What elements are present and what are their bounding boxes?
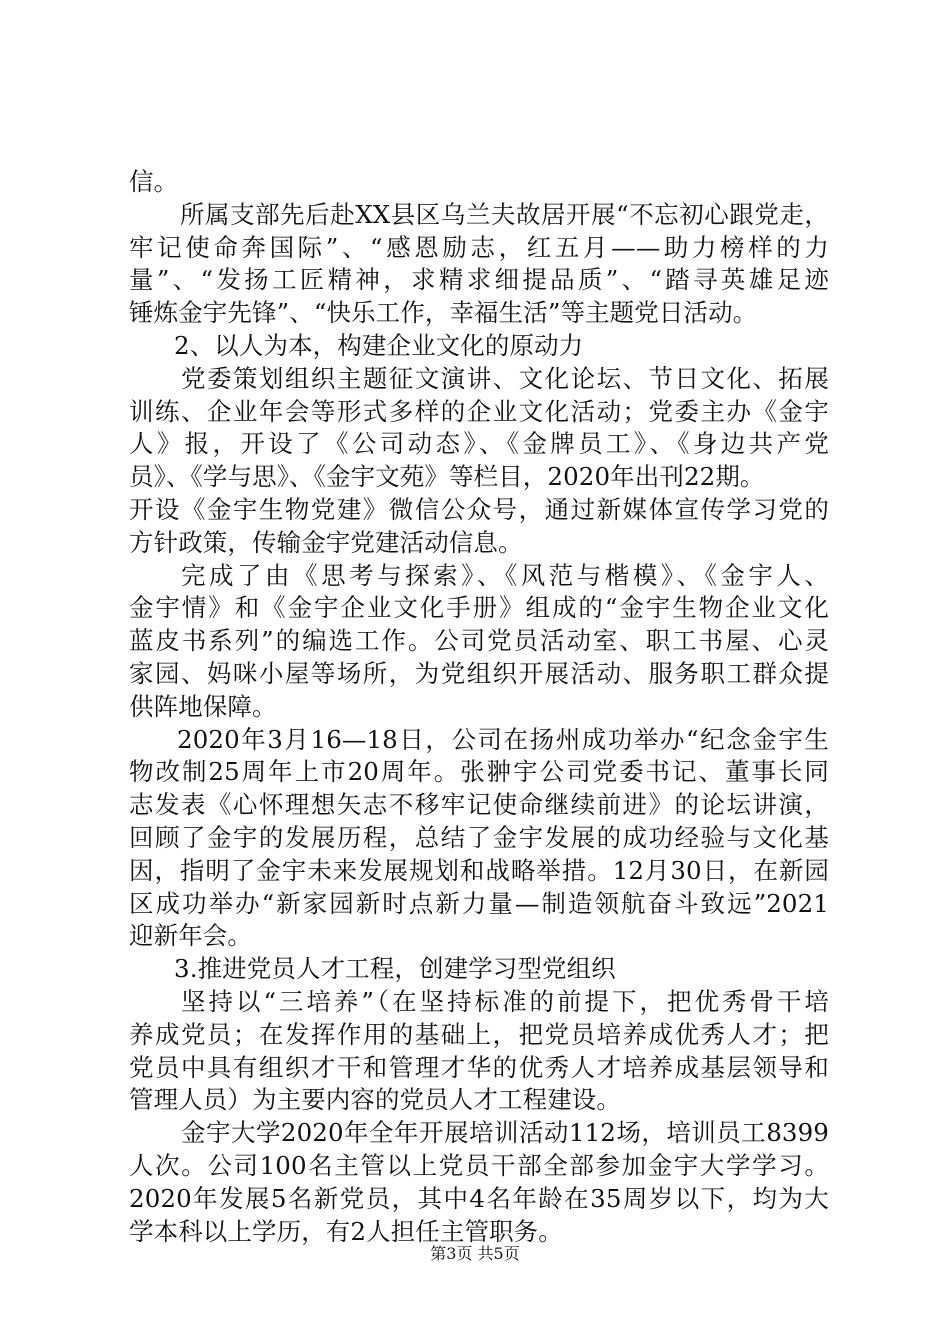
body-line-14: 金宇情》和《金宇企业文化手册》组成的“金宇生物企业文化 xyxy=(129,593,829,623)
body-line-12: 方针政策，传输金宇党建活动信息。 xyxy=(129,527,523,557)
body-line-28: 党员中具有组织才干和管理才华的优秀人才培养成基层领导和 xyxy=(129,1052,829,1082)
body-line-31: 人次。公司100名主管以上党员干部全部参加金宇大学学习。 xyxy=(129,1150,829,1180)
body-line-33: 学本科以上学历，有2人担任主管职务。 xyxy=(129,1216,563,1246)
body-line-1: 信。 xyxy=(129,167,179,196)
body-line-23: 区成功举办“新家园新时点新力量—制造领航奋斗致远”2021 xyxy=(129,888,829,918)
body-line-32: 2020年发展5名新党员，其中4名年龄在35周岁以下，均为大 xyxy=(129,1183,829,1213)
body-line-11: 开设《金宇生物党建》微信公众号，通过新媒体宣传学习党的 xyxy=(129,494,829,524)
body-line-21: 回顾了金宇的发展历程，总结了金宇发展的成功经验与文化基 xyxy=(129,822,829,852)
body-line-24: 迎新年会。 xyxy=(129,921,252,951)
body-line-5: 锤炼金宇先锋”、“快乐工作，幸福生活”等主题党日活动。 xyxy=(129,298,758,328)
page-number: 第3页 共5页 xyxy=(430,1244,520,1263)
body-line-19: 物改制25周年上市20周年。张翀宇公司党委书记、董事长同 xyxy=(129,757,829,787)
section-heading-3: 3.推进党员人才工程，创建学习型党组织 xyxy=(174,954,616,984)
body-line-13: 完成了由《思考与探索》、《风范与楷模》、《金宇人、 xyxy=(181,560,829,590)
body-line-4: 量”、“发扬工匠精神，求精求细提品质”、“踏寻英雄足迹 xyxy=(129,265,829,295)
body-line-18: 2020年3月16—18日，公司在扬州成功举办“纪念金宇生 xyxy=(177,724,829,754)
body-line-2: 所属支部先后赴XX县区乌兰夫故居开展“不忘初心跟党走， xyxy=(180,199,829,229)
body-line-29: 管理人员）为主要内容的党员人才工程建设。 xyxy=(129,1085,621,1115)
body-line-15: 蓝皮书系列”的编选工作。公司党员活动室、职工书屋、心灵 xyxy=(129,626,829,656)
page-footer xyxy=(0,1244,950,1264)
body-line-16: 家园、妈咪小屋等场所，为党组织开展活动、服务职工群众提 xyxy=(129,658,829,688)
body-line-22: 因，指明了金宇未来发展规划和战略举措。12月30日，在新园 xyxy=(129,855,829,885)
body-line-20: 志发表《心怀理想矢志不移牢记使命继续前进》的论坛讲演， xyxy=(129,790,829,820)
body-line-26: 坚持以“三培养”（在坚持标准的前提下，把优秀骨干培 xyxy=(181,986,829,1016)
body-line-10: 员》、《学与思》、《金宇文苑》等栏目，2020年出刊22期。 xyxy=(129,462,765,492)
body-line-7: 党委策划组织主题征文演讲、文化论坛、节日文化、拓展 xyxy=(181,363,829,393)
body-line-8: 训练、企业年会等形式多样的企业文化活动；党委主办《金宇 xyxy=(129,396,829,426)
body-line-9: 人》报，开设了《公司动态》、《金牌员工》、《身边共产党 xyxy=(129,429,829,459)
section-heading-2: 2、以人为本，构建企业文化的原动力 xyxy=(174,330,584,360)
body-line-30: 金宇大学2020年全年开展培训活动112场，培训员工8399 xyxy=(181,1118,829,1148)
body-line-17: 供阵地保障。 xyxy=(129,691,277,721)
body-line-27: 养成党员；在发挥作用的基础上，把党员培养成优秀人才；把 xyxy=(129,1019,829,1049)
body-line-3: 牢记使命奔国际”、“感恩励志，红五月——助力榜样的力 xyxy=(129,232,829,262)
document-body xyxy=(129,166,829,1248)
